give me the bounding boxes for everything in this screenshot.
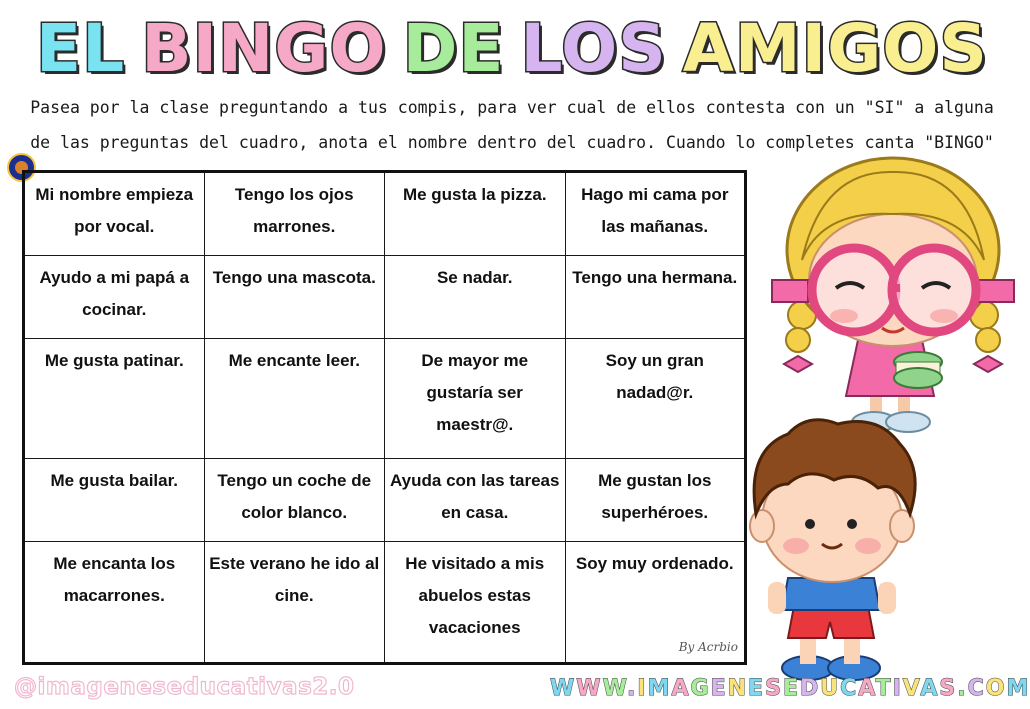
bingo-row xyxy=(24,542,746,664)
bingo-cell[interactable] xyxy=(204,459,385,542)
instructions-line-1: Pasea por la clase preguntando a tus compis, para ver cual de ellos contesta con un "SI" a alguna xyxy=(30,98,994,117)
bingo-cell[interactable] xyxy=(24,256,205,339)
bingo-cell[interactable] xyxy=(565,172,746,256)
bingo-cell[interactable] xyxy=(385,542,566,664)
author-signature: By Acrbio xyxy=(678,640,738,654)
footer-instagram-handle: @imageneseducativas2.0 xyxy=(14,674,355,700)
bingo-cell[interactable] xyxy=(24,172,205,256)
title-word: BINGO xyxy=(141,10,387,87)
bingo-cell[interactable] xyxy=(565,542,746,664)
bingo-cell[interactable] xyxy=(204,339,385,459)
bingo-cell[interactable] xyxy=(204,256,385,339)
bingo-cell[interactable] xyxy=(385,459,566,542)
bingo-row xyxy=(24,256,746,339)
page-title xyxy=(0,6,1024,92)
bingo-cell[interactable] xyxy=(204,172,385,256)
bingo-cell-text: Me gusta patinar. xyxy=(44,351,184,371)
bingo-cell[interactable] xyxy=(385,172,566,256)
bingo-cell-text: Tengo un coche de color blanco. xyxy=(217,471,372,523)
bingo-cell[interactable] xyxy=(565,339,746,459)
bingo-cell-text: Ayudo a mi papá a cocinar. xyxy=(39,268,190,320)
bingo-cell[interactable] xyxy=(24,459,205,542)
bingo-cell-text: Soy un gran nadad@r. xyxy=(605,351,704,403)
bingo-grid xyxy=(22,170,747,665)
bingo-cell-text: Me encanta los macarrones. xyxy=(53,554,176,606)
bingo-cell-text: Mi nombre empieza por vocal. xyxy=(35,185,194,236)
title-word: DE xyxy=(402,10,505,87)
footer-website-text: WWW.IMAGENESEDUCATIVAS.COM xyxy=(550,676,1030,701)
bingo-row xyxy=(24,339,746,459)
bingo-cell[interactable] xyxy=(24,339,205,459)
title-word: EL xyxy=(36,10,126,87)
bingo-cell-text: Me gusta la pizza. xyxy=(402,185,547,204)
girl-illustration-icon xyxy=(762,150,1024,442)
bingo-cell[interactable] xyxy=(204,542,385,664)
title-word: LOS xyxy=(520,10,667,87)
bingo-cell[interactable] xyxy=(385,339,566,459)
bingo-cell-text: Tengo una mascota. xyxy=(212,268,376,288)
bingo-cell-text: Hago mi cama por las mañanas. xyxy=(581,185,729,236)
bingo-cell[interactable] xyxy=(24,542,205,664)
bingo-row xyxy=(24,459,746,542)
bingo-cell-text: Tengo una hermana. xyxy=(572,268,738,288)
bingo-cell-text: Me gustan los superhéroes. xyxy=(598,471,712,523)
bingo-cell-text: Se nadar. xyxy=(436,268,513,288)
bingo-cell-text: Ayuda con las tareas en casa. xyxy=(390,471,560,523)
bingo-cell-text: Soy muy ordenado. xyxy=(575,554,734,574)
bingo-row xyxy=(24,172,746,256)
bingo-cell[interactable] xyxy=(385,256,566,339)
bingo-cell-text: Este verano he ido al cine. xyxy=(209,554,380,606)
bingo-cell-text: Tengo los ojos marrones. xyxy=(234,185,354,236)
bingo-cell[interactable] xyxy=(565,256,746,339)
footer-website xyxy=(550,676,1030,701)
bingo-cell-text: Me encante leer. xyxy=(228,351,360,371)
bingo-cell-text: Me gusta bailar. xyxy=(50,471,179,491)
boy-illustration-icon xyxy=(728,410,938,684)
bingo-cell-text: De mayor me gustaría ser maestr@. xyxy=(421,351,529,435)
bingo-cell[interactable] xyxy=(565,459,746,542)
instructions-line-2: de las preguntas del cuadro, anota el nombre dentro del cuadro. Cuando lo completes canta "BINGO" xyxy=(30,133,994,152)
bingo-cell-text: He visitado a mis abuelos estas vacaciones xyxy=(405,554,545,638)
title-word: AMIGOS xyxy=(682,10,988,87)
